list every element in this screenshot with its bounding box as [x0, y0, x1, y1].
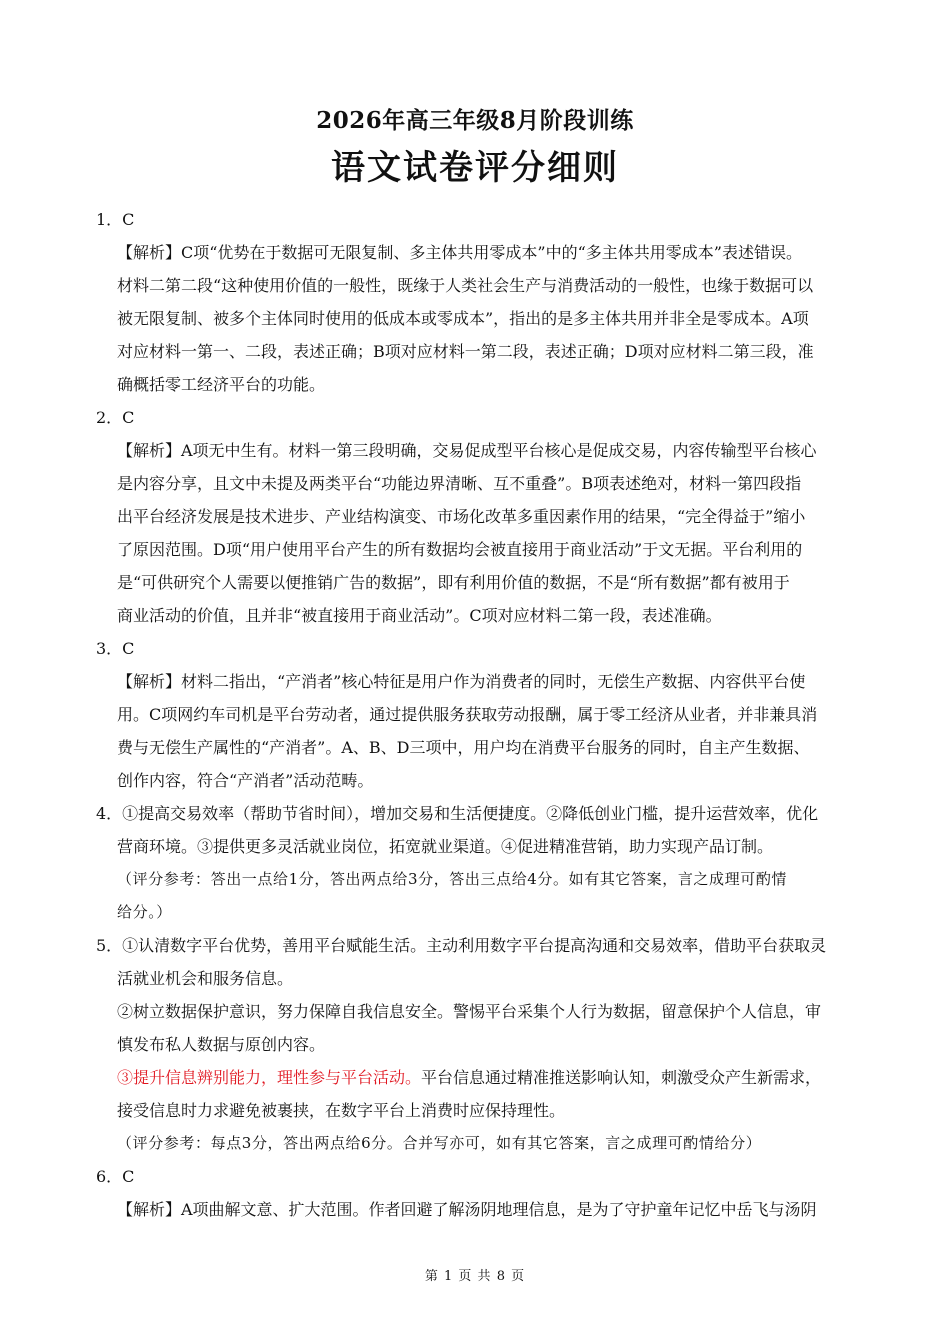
- line-text: 商业活动的价值，且并非“被直接用于商业活动”。C项对应材料二第一段，表述准确。: [117, 606, 722, 625]
- line-text: 创作内容，符合“产消者”活动范畴。: [117, 771, 374, 790]
- text-line: [96, 665, 864, 698]
- text-line: [96, 764, 864, 797]
- line-text: 是“可供研究个人需要以便推销广告的数据”，即有利用价值的数据，不是“所有数据”都有被用于: [117, 573, 790, 592]
- scoring-note-line: [96, 863, 864, 896]
- line-text: 3．C: [96, 639, 135, 658]
- line-text: 平台信息通过精准推送影响认知，刺激受众产生新需求，: [421, 1068, 822, 1087]
- text-line: [96, 698, 864, 731]
- line-text: 费与无偿生产属性的“产消者”。A、B、D三项中，用户均在消费平台服务的同时，自主产生数据、: [117, 738, 810, 757]
- line-text: 4．①提高交易效率（帮助节省时间），增加交易和生活便捷度。②降低创业门槛，提升运营效率，优化: [96, 804, 819, 823]
- line-text: （评分参考：答出一点给1分，答出两点给3分，答出三点给4分。如有其它答案，言之成理可酌情: [117, 870, 788, 888]
- text-line: [96, 335, 864, 368]
- line-text: 6．C: [96, 1167, 135, 1186]
- text-line: [96, 401, 864, 434]
- text-line: [96, 995, 864, 1028]
- text-line: [96, 1028, 864, 1061]
- answer-key-body: [96, 203, 864, 1226]
- line-text: 2．C: [96, 408, 135, 427]
- text-line: [96, 566, 864, 599]
- line-text: 对应材料一第一、二段，表述正确；B项对应材料一第二段，表述正确；D项对应材料二第三段，准: [117, 342, 814, 361]
- line-text: 出平台经济发展是技术进步、产业结构演变、市场化改革多重因素作用的结果，“完全得益于”缩小: [117, 507, 806, 526]
- page-footer: 第 1 页 共 8 页: [424, 1269, 526, 1284]
- text-line: [96, 797, 864, 830]
- text-line: [96, 632, 864, 665]
- scoring-note-line: [96, 1127, 864, 1160]
- scoring-note-line: [96, 896, 864, 929]
- line-text: 了原因范围。D项“用户使用平台产生的所有数据均会被直接用于商业活动”于文无据。平台利用的: [117, 540, 803, 559]
- text-line: [96, 962, 864, 995]
- text-line: [96, 1160, 864, 1193]
- text-line: [96, 1061, 864, 1094]
- text-line: [96, 368, 864, 401]
- text-line: [96, 467, 864, 500]
- line-text: 营商环境。③提供更多灵活就业岗位，拓宽就业渠道。④促进精准营销，助力实现产品订制。: [117, 837, 774, 856]
- line-text: 【解析】C项“优势在于数据可无限复制、多主体共用零成本”中的“多主体共用零成本”表述错误。: [117, 243, 802, 262]
- page-title: 2026年高三年级8月阶段训练: [316, 107, 634, 134]
- line-text: 1．C: [96, 210, 135, 229]
- line-text: 被无限复制、被多个主体同时使用的低成本或零成本”，指出的是多主体共用并非全是零成本。A项: [117, 309, 809, 328]
- line-text: 【解析】A项无中生有。材料一第三段明确，交易促成型平台核心是促成交易，内容传输型平台核心: [117, 441, 817, 460]
- line-text: 接受信息时力求避免被裹挟，在数字平台上消费时应保持理性。: [117, 1101, 566, 1120]
- line-text: 慎发布私人数据与原创内容。: [117, 1035, 326, 1054]
- line-text: 活就业机会和服务信息。: [117, 969, 294, 988]
- text-line: [96, 830, 864, 863]
- line-text: 材料二第二段“这种使用价值的一般性，既缘于人类社会生产与消费活动的一般性，也缘于数据可以: [117, 276, 814, 295]
- line-text: 确概括零工经济平台的功能。: [117, 375, 326, 394]
- text-line: [96, 599, 864, 632]
- line-text: 用。C项网约车司机是平台劳动者，通过提供服务获取劳动报酬，属于零工经济从业者，并非兼具消: [117, 705, 818, 724]
- line-text: 5．①认清数字平台优势，善用平台赋能生活。主动利用数字平台提高沟通和交易效率，借助平台获取灵: [96, 936, 827, 955]
- line-text: 给分。）: [117, 903, 172, 921]
- text-line: [96, 1193, 864, 1226]
- text-line: [96, 269, 864, 302]
- text-line: [96, 533, 864, 566]
- text-line: [96, 434, 864, 467]
- page-subtitle: 语文试卷评分细则: [331, 148, 619, 188]
- line-text: 【解析】A项曲解文意、扩大范围。作者回避了解汤阴地理信息，是为了守护童年记忆中岳飞与汤阴: [117, 1200, 817, 1219]
- text-line: [96, 302, 864, 335]
- line-text: 是内容分享，且文中未提及两类平台“功能边界清晰、互不重叠”。B项表述绝对，材料一第四段指: [117, 474, 802, 493]
- line-text: （评分参考：每点3分，答出两点给6分。合并写亦可，如有其它答案，言之成理可酌情给分）: [117, 1134, 762, 1152]
- line-text: 【解析】材料二指出，“产消者”核心特征是用户作为消费者的同时，无偿生产数据、内容供平台使: [117, 672, 806, 691]
- line-text: ②树立数据保护意识，努力保障自我信息安全。警惕平台采集个人行为数据，留意保护个人信息，审: [117, 1002, 822, 1021]
- text-line: [96, 929, 864, 962]
- text-line: [96, 203, 864, 236]
- text-line: [96, 500, 864, 533]
- text-line: [96, 1094, 864, 1127]
- text-line: [96, 236, 864, 269]
- text-line: [96, 731, 864, 764]
- highlighted-text: ③提升信息辨别能力，理性参与平台活动。: [117, 1068, 422, 1087]
